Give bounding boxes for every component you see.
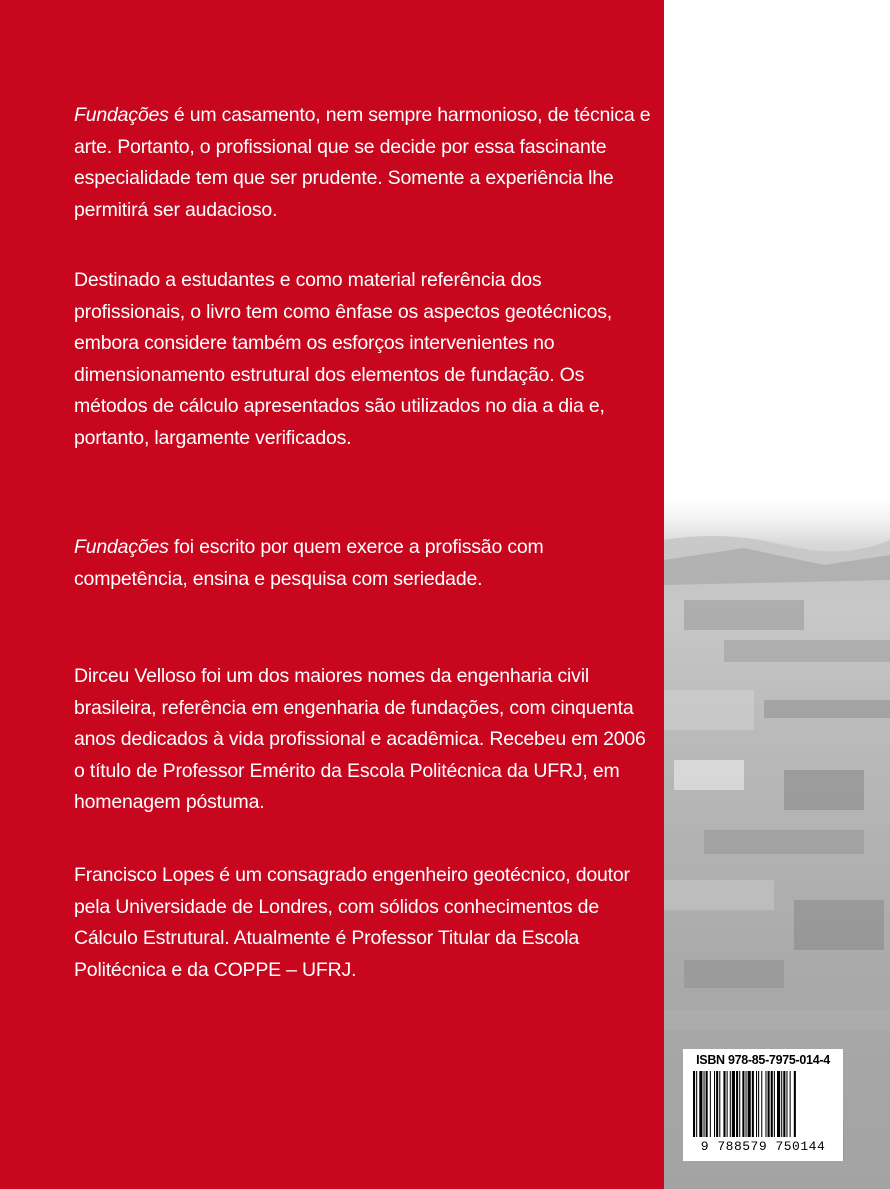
barcode-bar — [739, 1071, 740, 1137]
barcode-bar — [704, 1071, 705, 1137]
author-bio-velloso: Dirceu Velloso foi um dos maiores nomes da engenharia civil brasileira, referência em engenharia de fundações, com cinquenta anos dedicados à vida profissional e acadêmica. Recebeu em 2006 o título de Professor Emérito da Escola Politécnica da UFRJ, em homenagem póstuma. — [74, 665, 646, 813]
barcode-bar — [746, 1071, 747, 1137]
barcode-bar — [765, 1071, 766, 1137]
barcode-bar — [777, 1071, 780, 1137]
barcode-bar — [714, 1071, 715, 1137]
barcode-bar — [774, 1071, 775, 1137]
author-credit-text: foi escrito por quem exerce a profissão com competência, ensina e pesquisa com seriedade. — [74, 536, 544, 590]
audience-paragraph: Destinado a estudantes e como material referência dos profissionais, o livro tem como ênfase os aspectos geotécnicos, embora considere também os esforços intervenientes no dimensionamento estrutural dos elementos de fundação. Os métodos de cálculo apresentados são utilizados no dia a dia e, portanto, largamente verificados. — [74, 269, 613, 449]
author-bio-lopes: Francisco Lopes é um consagrado engenheiro geotécnico, doutor pela Universidade de Londres, com sólidos conhecimentos de Cálculo Estrutural. Atualmente é Professor Titular da Escola Politécnica e da COPPE – UFRJ. — [74, 864, 630, 981]
barcode-bar — [719, 1071, 720, 1137]
barcode-bar — [752, 1071, 754, 1137]
isbn-label: ISBN 978-85-7975-014-4 — [696, 1053, 830, 1067]
book-title-italic: Fundações — [74, 536, 169, 558]
barcode-bar — [732, 1071, 735, 1137]
barcode-bar — [783, 1071, 785, 1137]
author-credit-paragraph — [74, 532, 654, 595]
barcode-bar — [742, 1071, 744, 1137]
barcode-bar — [781, 1071, 782, 1137]
barcode-bar — [761, 1071, 762, 1137]
barcode-bar — [768, 1071, 770, 1137]
barcode-bar — [716, 1071, 718, 1137]
barcode-bar — [786, 1071, 787, 1137]
barcode-bar — [727, 1071, 728, 1137]
barcode-bar — [706, 1071, 708, 1137]
intro-paragraph — [74, 100, 654, 226]
construction-photo — [664, 0, 890, 1189]
barcode-bar — [758, 1071, 759, 1137]
barcode-icon — [689, 1071, 837, 1137]
barcode-bar — [748, 1071, 751, 1137]
barcode-bar — [699, 1071, 702, 1137]
barcode-bar — [723, 1071, 725, 1137]
barcode-bar — [693, 1071, 695, 1137]
book-title-italic: Fundações — [74, 104, 169, 126]
barcode-bar — [696, 1071, 697, 1137]
barcode-bar — [790, 1071, 791, 1137]
barcode-digits: 9 788579 750144 — [700, 1139, 826, 1154]
barcode-bar — [730, 1071, 731, 1137]
barcode-bar — [794, 1071, 796, 1137]
barcode-bar — [736, 1071, 738, 1137]
intro-paragraph-text: é um casamento, nem sempre harmonioso, de técnica e arte. Portanto, o profissional que se decide por essa fascinante especialidade tem que ser prudente. Somente a experiência lhe permitirá ser audacioso. — [74, 104, 651, 221]
barcode-bar — [710, 1071, 711, 1137]
barcode-bar — [756, 1071, 757, 1137]
construction-photo-art — [664, 0, 890, 1189]
barcode-bar — [771, 1071, 773, 1137]
isbn-barcode-box — [683, 1049, 843, 1161]
